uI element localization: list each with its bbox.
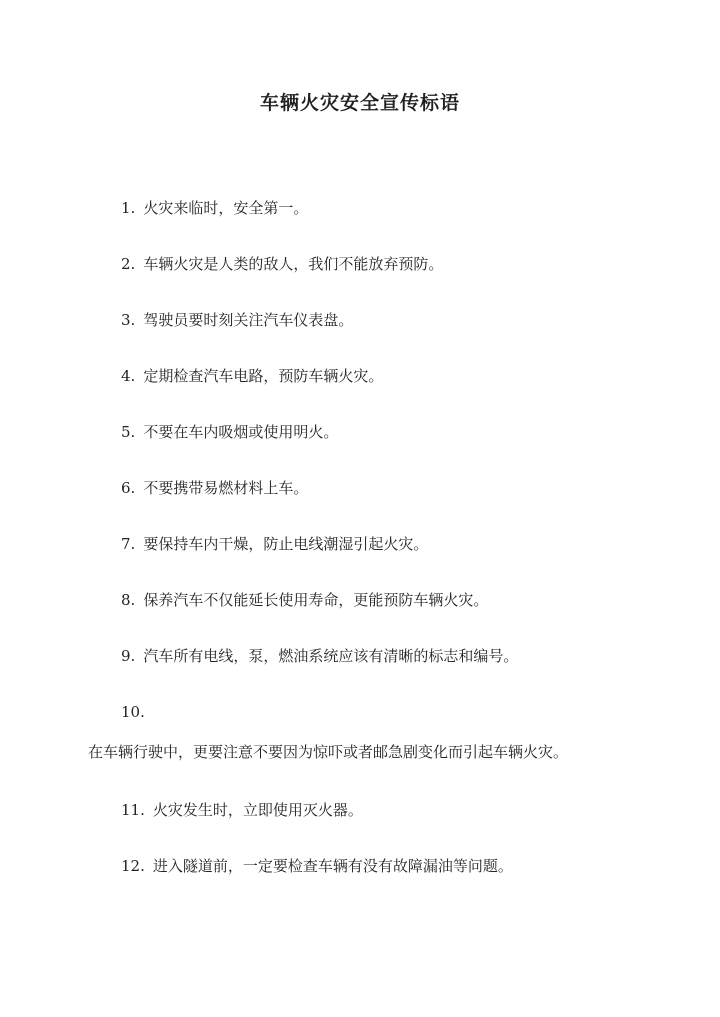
item-text: 定期检查汽车电路，预防车辆火灾。 xyxy=(143,367,384,385)
item-text: 不要在车内吸烟或使用明火。 xyxy=(143,423,339,441)
item-number: 11. xyxy=(121,801,145,819)
item-text: 要保持车内干燥，防止电线潮湿引起火灾。 xyxy=(143,535,429,553)
list-item-2 xyxy=(121,254,443,274)
item-number: 1. xyxy=(121,199,136,217)
list-item-12 xyxy=(121,856,513,876)
list-item-9 xyxy=(121,646,518,666)
item-text: 进入隧道前，一定要检查车辆有没有故障漏油等问题。 xyxy=(152,857,513,875)
list-item-5 xyxy=(121,422,338,442)
list-item-1 xyxy=(121,198,308,218)
list-item-8 xyxy=(121,590,488,610)
item-number: 7. xyxy=(121,535,136,553)
item-number: 4. xyxy=(121,367,136,385)
list-item-7 xyxy=(121,534,428,554)
item-text: 驾驶员要时刻关注汽车仪表盘。 xyxy=(143,311,354,329)
item-text: 火灾来临时，安全第一。 xyxy=(143,199,309,217)
item-text: 火灾发生时，立即使用灭火器。 xyxy=(152,801,363,819)
list-item-11 xyxy=(121,800,363,820)
list-item-10-number: 10. xyxy=(121,703,145,721)
item-number: 6. xyxy=(121,479,136,497)
item-text: 汽车所有电线，泵，燃油系统应该有清晰的标志和编号。 xyxy=(143,647,519,665)
item-text: 不要携带易燃材料上车。 xyxy=(143,479,309,497)
list-item-10-text: 在车辆行驶中，更要注意不要因为惊吓或者邮急剧变化而引起车辆火灾。 xyxy=(88,743,569,761)
list-item-6 xyxy=(121,478,308,498)
item-number: 3. xyxy=(121,311,136,329)
item-number: 5. xyxy=(121,423,136,441)
item-number: 8. xyxy=(121,591,136,609)
page-title: 车辆火灾安全宣传标语 xyxy=(259,92,460,114)
item-number: 2. xyxy=(121,255,136,273)
item-text: 车辆火灾是人类的敌人，我们不能放弃预防。 xyxy=(143,255,444,273)
list-item-4 xyxy=(121,366,383,386)
item-text: 保养汽车不仅能延长使用寿命，更能预防车辆火灾。 xyxy=(143,591,489,609)
list-item-3 xyxy=(121,310,353,330)
item-number: 9. xyxy=(121,647,136,665)
item-number: 12. xyxy=(121,857,145,875)
